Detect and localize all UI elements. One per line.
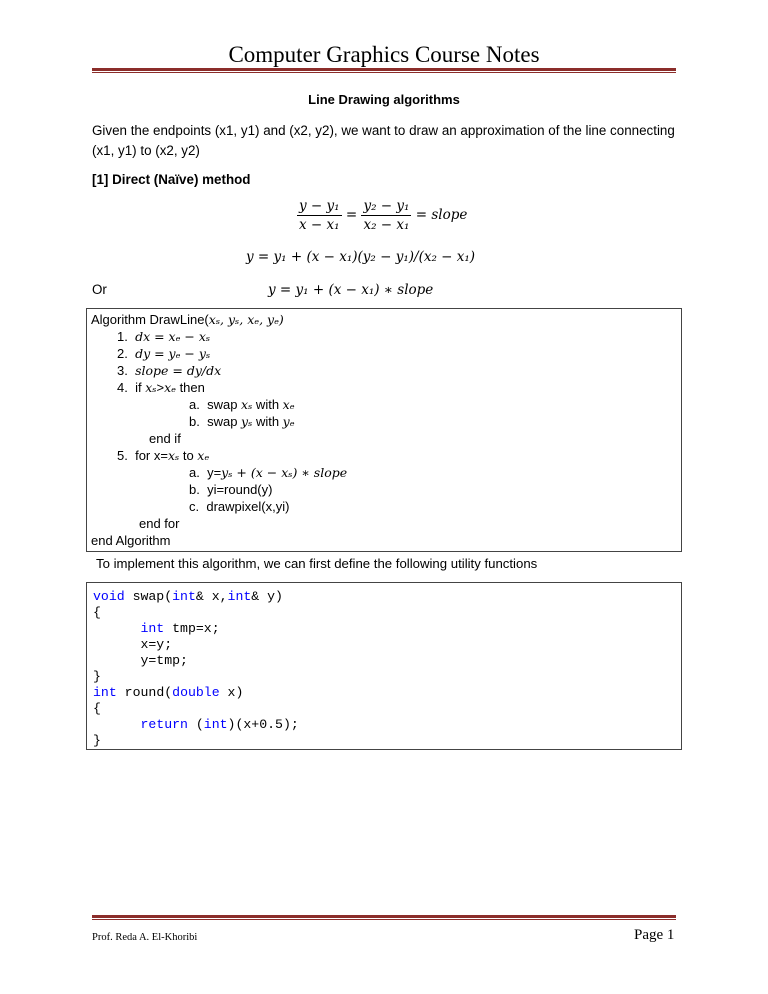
end-if: end if — [149, 431, 181, 446]
step-number: 2. — [117, 346, 128, 361]
step-text: swap — [207, 414, 242, 429]
step-number: 5. — [117, 448, 128, 463]
step-text: for x= — [135, 448, 168, 463]
header-rule-thin — [92, 72, 676, 73]
step-math: xₑ — [164, 380, 176, 395]
step-math: yₛ + (x − xₛ) ∗ slope — [221, 465, 348, 480]
step-text: yi=round(y) — [207, 482, 273, 497]
footer-rule — [92, 915, 676, 918]
step-text: drawpixel(x,yi) — [206, 499, 290, 514]
code-text: & x, — [195, 589, 228, 604]
code-box — [86, 582, 682, 750]
step-5b — [189, 482, 272, 498]
step-text: swap — [207, 397, 242, 412]
step-4 — [117, 380, 205, 396]
or-label: Or — [92, 282, 107, 297]
code-line-7 — [93, 685, 243, 701]
end-for: end for — [139, 516, 180, 531]
step-4b — [189, 414, 295, 430]
code-line-8: { — [93, 701, 101, 716]
keyword: int — [93, 685, 117, 700]
step-math: xₑ — [197, 448, 210, 463]
page-header-title: Computer Graphics Course Notes — [228, 42, 540, 67]
step-number: 4. — [117, 380, 128, 395]
keyword: return — [140, 717, 188, 732]
step-math: xₛ — [167, 448, 180, 463]
end-algorithm: end Algorithm — [91, 533, 171, 548]
code-indent — [93, 717, 140, 732]
step-number: a. — [189, 397, 200, 412]
code-text: ( — [187, 717, 204, 732]
step-1 — [117, 329, 210, 345]
code-line-3 — [93, 621, 220, 637]
step-3 — [117, 363, 221, 379]
step-math: xₑ — [282, 397, 295, 412]
step-number: b. — [189, 414, 200, 429]
equation-line-slope: y = y₁ + (x − x₁) ∗ slope — [268, 282, 434, 298]
code-text: & y) — [251, 589, 283, 604]
step-text: with — [252, 397, 283, 412]
step-5 — [117, 448, 209, 464]
step-number: b. — [189, 482, 200, 497]
fraction-2 — [361, 198, 411, 233]
code-indent — [93, 621, 140, 636]
code-line-2: { — [93, 605, 101, 620]
fraction-2-numerator: y₂ − y₁ — [363, 198, 410, 214]
fraction-1 — [297, 198, 342, 233]
code-line-1 — [93, 589, 283, 605]
step-text: if — [135, 380, 146, 395]
code-line-5: y=tmp; — [93, 653, 188, 668]
keyword: int — [227, 589, 252, 604]
step-4a — [189, 397, 295, 413]
keyword: int — [140, 621, 165, 636]
document-title: Line Drawing algorithms — [308, 92, 460, 107]
step-number: 1. — [117, 329, 128, 344]
step-text: dy = yₑ − yₛ — [135, 346, 211, 361]
algorithm-box — [86, 308, 682, 552]
code-line-9 — [93, 717, 299, 733]
section-heading-direct-method: [1] Direct (Naïve) method — [92, 172, 251, 187]
fraction-1-numerator: y − y₁ — [299, 198, 340, 214]
step-number: a. — [189, 465, 200, 480]
step-math: xₛ — [241, 397, 253, 412]
footer-author: Prof. Reda A. El-Khoribi — [92, 932, 198, 943]
step-2 — [117, 346, 210, 362]
algorithm-params: xₛ, yₛ, xₑ, yₑ) — [208, 312, 284, 327]
step-number: c. — [189, 499, 200, 514]
page-number: Page 1 — [634, 927, 675, 943]
code-line-4: x=y; — [93, 637, 173, 652]
step-5a — [189, 465, 347, 481]
slope-rhs: = slope — [415, 207, 468, 223]
step-text: with — [252, 414, 283, 429]
step-number: 3. — [117, 363, 128, 378]
keyword: double — [172, 685, 220, 700]
code-text: round( — [116, 685, 173, 700]
step-math: xₛ — [145, 380, 157, 395]
equation-slope-ratio: $\frac{\text{y − y₁}}{\text{x − x₁}}$ = $\frac{\text{y₂ − y₁}}{\text{x₂ − x₁}}$ = slope — [299, 198, 468, 233]
implementation-note: To implement this algorithm, we can first define the following utility functions — [96, 556, 538, 571]
fraction-1-denominator: x − x₁ — [299, 217, 340, 233]
step-text: y= — [207, 465, 222, 480]
code-line-6: } — [93, 669, 101, 684]
algorithm-header — [91, 312, 284, 328]
fraction-2-denominator: x₂ − x₁ — [363, 217, 410, 233]
step-math: yₛ — [241, 414, 253, 429]
code-text: x) — [219, 685, 244, 700]
step-5c — [189, 499, 289, 515]
step-text: then — [175, 380, 205, 395]
step-text: to — [179, 448, 198, 463]
step-math: yₑ — [282, 414, 295, 429]
step-text: dx = xₑ − xₛ — [135, 329, 211, 344]
step-text: > — [156, 380, 165, 395]
footer-rule-thin — [92, 919, 676, 920]
step-text: slope = dy/dx — [135, 363, 222, 378]
header-rule — [92, 68, 676, 71]
code-text: )(x+0.5); — [227, 717, 299, 732]
intro-paragraph: Given the endpoints (x1, y1) and (x2, y2), we want to draw an approximation of the line connecting (x1, y1) to (x2, y2) — [92, 123, 675, 158]
code-text: tmp=x; — [164, 621, 220, 636]
code-line-10: } — [93, 733, 101, 748]
keyword: int — [203, 717, 228, 732]
keyword: void — [93, 589, 125, 604]
code-text: swap( — [124, 589, 173, 604]
equation-line-explicit: y = y₁ + (x − x₁)(y₂ − y₁)/(x₂ − x₁) — [246, 249, 476, 265]
algorithm-name: Algorithm DrawLine( — [91, 312, 209, 327]
keyword: int — [172, 589, 196, 604]
